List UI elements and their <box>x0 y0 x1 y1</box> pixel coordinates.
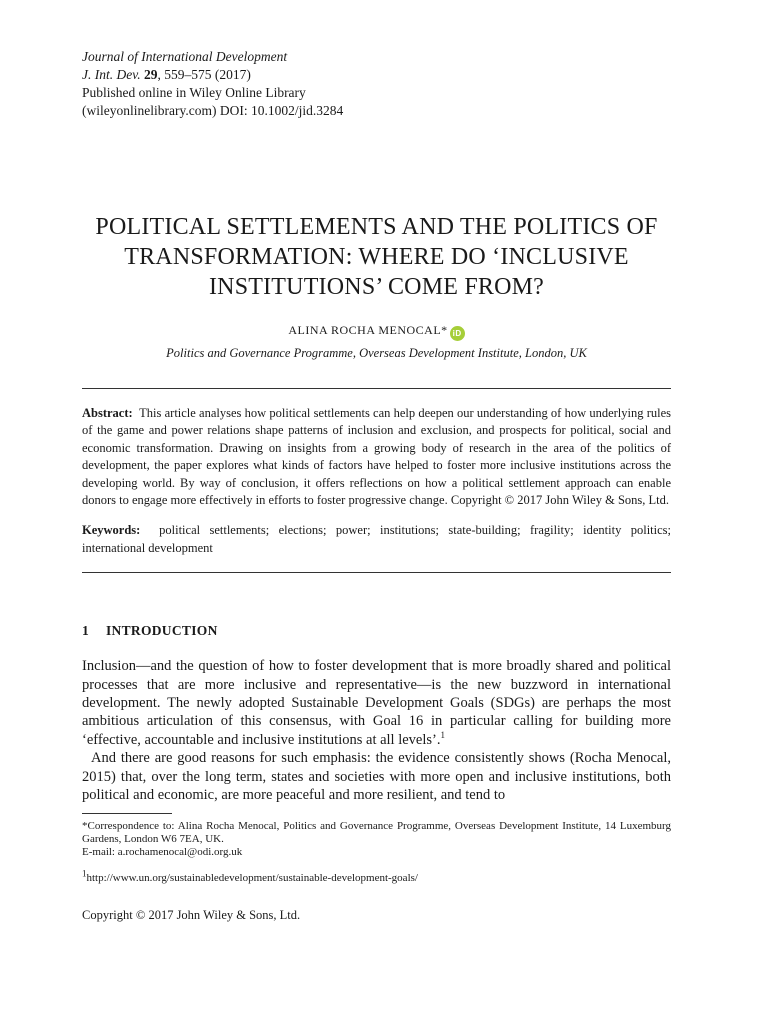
body-paragraph <box>82 657 671 749</box>
abstract-text: This article analyses how political settlements can help deepen our understanding of how underlying rules of the game and power relations shape patterns of inclusion and exclusion, and prospects for political, social and economic transformation. Drawing on insights from a growing body of research in the area of the politics of development, the paper explores what kinds of factors have helped to foster more inclusive institutions across the developing world. By way of conclusion, it offers reflections on how a political settlement approach can enable donors to engage more effectively in efforts to foster progressive change. Copyright © 2017 John Wiley & Sons, Ltd. <box>82 406 671 508</box>
paragraph-text: Inclusion—and the question of how to foster development that is more broadly shared and political processes that are more inclusive and representative—is the new buzzword in international development. The newly adopted Sustainable Development Goals (SDGs) are perhaps the most ambitious articulation of this consensus, with Goal 16 in particular calling for building more ‘effective, accountable and inclusive institutions at all levels’. <box>82 658 671 748</box>
author-affiliation: Politics and Governance Programme, Overseas Development Institute, London, UK <box>166 346 587 360</box>
journal-name: Journal of International Development <box>82 49 288 64</box>
article-title: POLITICAL SETTLEMENTS AND THE POLITICS OF TRANSFORMATION: WHERE DO ‘INCLUSIVE INSTITUTIONS’ COME FROM? <box>95 214 658 300</box>
journal-header <box>82 48 671 120</box>
footnote-url[interactable]: http://www.un.org/sustainabledevelopment/sustainable-development-goals/ <box>86 871 418 884</box>
keywords-label: Keywords: <box>82 523 141 538</box>
correspondence-note: *Correspondence to: Alina Rocha Menocal, Politics and Governance Programme, Overseas Development Institute, 14 Luxemburg Gardens, London W6 7EA, UK. <box>82 819 671 845</box>
published-line: Published online in Wiley Online Library <box>82 85 306 100</box>
article-page <box>82 48 671 923</box>
footnote-divider <box>82 813 172 814</box>
footnote-ref[interactable]: 1 <box>440 730 445 741</box>
author-line <box>82 322 671 341</box>
citation-line <box>82 66 671 84</box>
abstract <box>82 405 671 509</box>
section-heading <box>82 623 671 639</box>
body-paragraph: And there are good reasons for such emphasis: the evidence consistently shows (Rocha Menocal, 2015) that, over the long term, states and societies with more open and inclusive institutions, both political and economic, are more peaceful and more resilient, and tend to <box>82 750 671 804</box>
abstract-label: Abstract: <box>82 406 133 420</box>
body-text <box>82 657 671 804</box>
abstract-bottom-divider <box>82 572 671 573</box>
section-number: 1 <box>82 623 90 639</box>
pages-year: , 559–575 (2017) <box>157 67 251 82</box>
doi-line: (wileyonlinelibrary.com) DOI: 10.1002/jid.3284 <box>82 103 344 118</box>
footnote-1 <box>82 867 671 885</box>
keywords <box>82 522 671 557</box>
journal-abbrev: J. Int. Dev. <box>82 67 141 82</box>
orcid-icon[interactable]: iD <box>450 326 465 341</box>
keywords-text: political settlements; elections; power; institutions; state-building; fragility; identity politics; international development <box>82 523 671 555</box>
abstract-top-divider <box>82 388 671 389</box>
section-title: INTRODUCTION <box>106 623 218 639</box>
email-note[interactable]: E-mail: a.rochamenocal@odi.org.uk <box>82 845 243 858</box>
volume-number: 29 <box>143 67 158 82</box>
copyright-notice: Copyright © 2017 John Wiley & Sons, Ltd. <box>82 907 301 922</box>
footnote-marker: 1 <box>82 867 87 878</box>
author-name: ALINA ROCHA MENOCAL* <box>288 323 448 337</box>
